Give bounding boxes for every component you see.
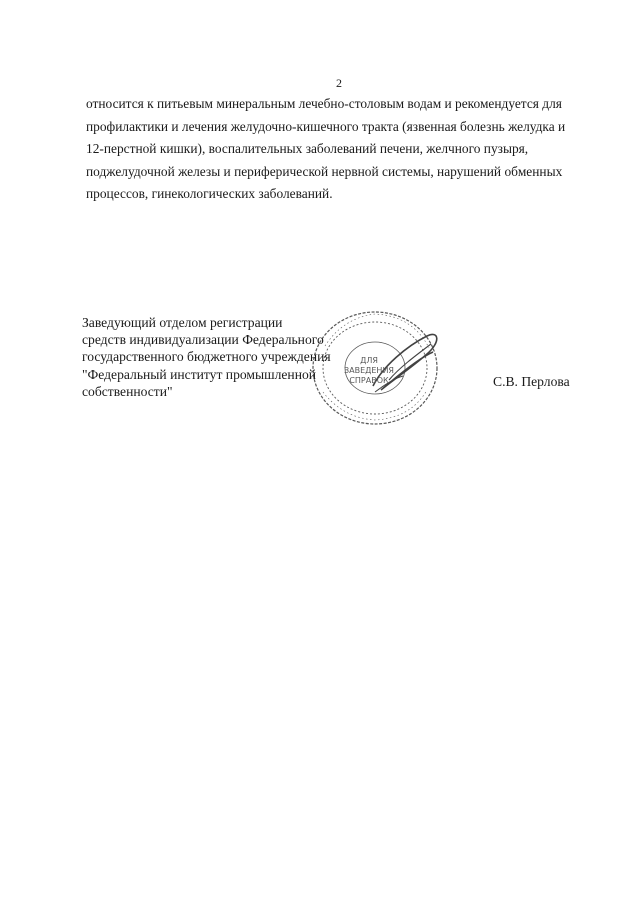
- signature-line: Заведующий отделом регистрации: [82, 315, 283, 330]
- body-line: относится к питьевым минеральным лечебно-столовым водам и рекомендуется для: [86, 96, 562, 111]
- body-line: процессов, гинекологических заболеваний.: [86, 186, 333, 202]
- stamp-text: ДЛЯ: [360, 356, 378, 365]
- signature-line: средств индивидуализации Федерального: [82, 332, 324, 348]
- body-line: 12-перстной кишки), воспалительных заболеваний печени, желчного пузыря,: [86, 141, 529, 157]
- page-number: 2: [336, 76, 342, 90]
- body-paragraph: [86, 93, 596, 206]
- stamp-text: СПРАВОК: [349, 376, 389, 385]
- body-line: профилактики и лечения желудочно-кишечного тракта (язвенная болезнь желудка и: [86, 118, 566, 134]
- body-line: поджелудочной железы и периферической нервной системы, нарушений обменных: [86, 163, 563, 179]
- signer-name: С.В. Перлова: [493, 374, 570, 389]
- signature-line: "Федеральный институт промышленной: [82, 366, 317, 382]
- signature-title: [82, 314, 331, 400]
- stamp-text: ЗАВЕДЕНИЯ: [343, 366, 395, 375]
- signature-line: государственного бюджетного учреждения: [82, 349, 331, 365]
- signature-line: собственности": [82, 383, 173, 399]
